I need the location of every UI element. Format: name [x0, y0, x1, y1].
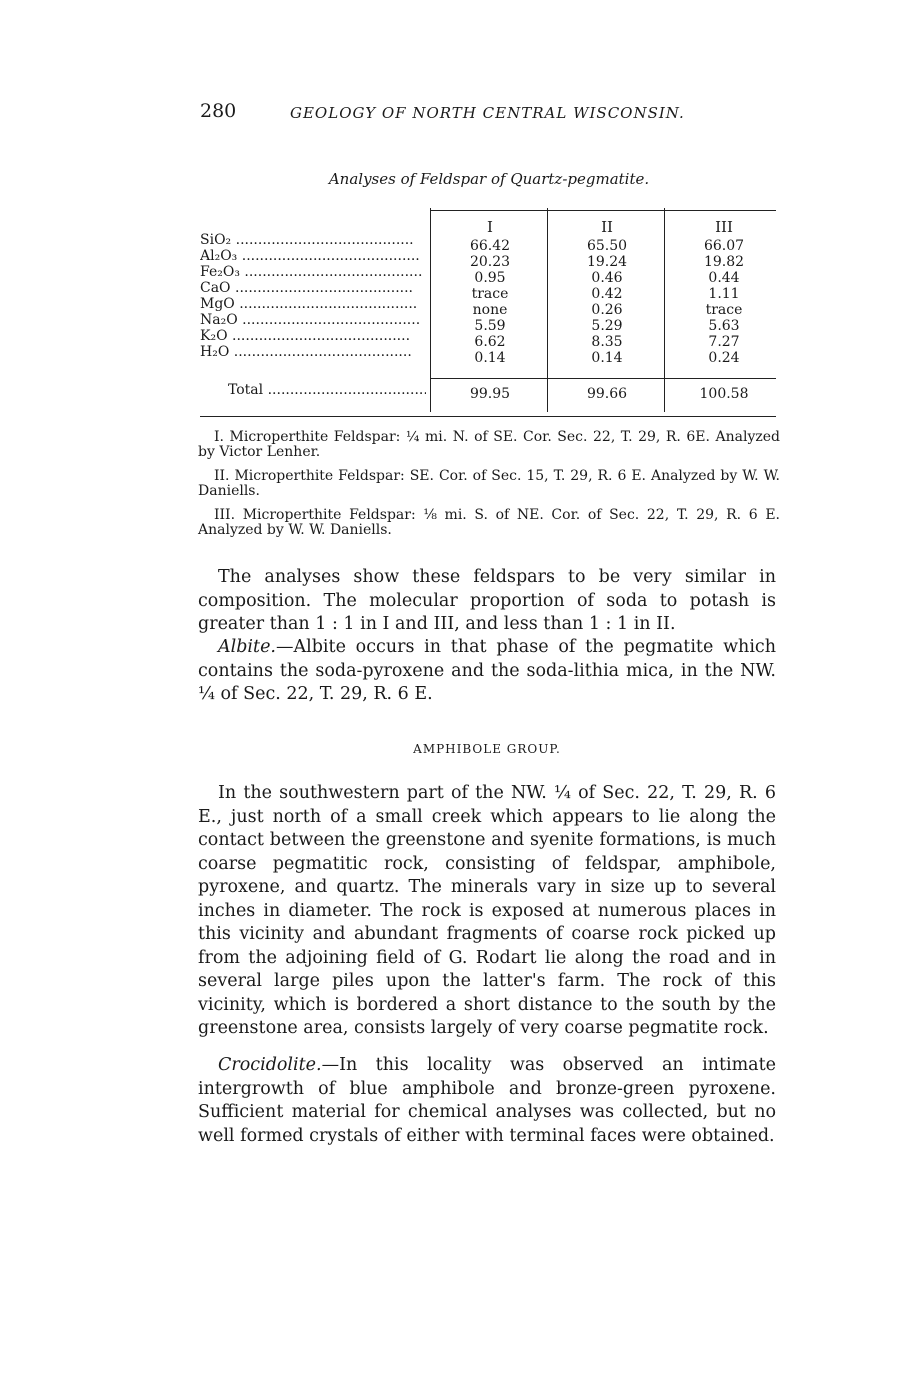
row-label-h2o: H₂O ..... — [200, 344, 426, 360]
page-number: 280 — [200, 100, 237, 122]
table-cell: 66.42 — [469, 238, 511, 254]
row-label-cao: CaO ..... — [200, 280, 426, 296]
paragraph-analyses: The analyses show these feldspars to be very similar in composition. The molecular proportion of soda to potash is greater than 1 : 1 in I and III, and less than 1 : 1 in II. — [198, 567, 776, 634]
table-cell: 5.63 — [708, 318, 740, 334]
table-cell: 7.27 — [708, 334, 740, 350]
table-top-rule — [430, 210, 776, 211]
row-label-mgo: MgO ..... — [200, 296, 426, 312]
total-rule — [430, 378, 776, 379]
table-cell: 0.14 — [591, 350, 623, 366]
crocidolite-term: Crocidolite. — [218, 1055, 322, 1075]
table-cell: 1.11 — [708, 286, 740, 302]
table-cell: 19.82 — [703, 254, 745, 270]
table-cell: 20.23 — [469, 254, 511, 270]
total-iii: 100.58 — [699, 386, 749, 402]
table-cell: 8.35 — [591, 334, 623, 350]
total-label: Total ..... — [228, 382, 426, 398]
page-header — [200, 100, 700, 130]
table-cell: 0.14 — [474, 350, 506, 366]
table-cell: 5.59 — [474, 318, 506, 334]
total-ii: 99.66 — [586, 386, 628, 402]
column-ii-values — [549, 238, 665, 366]
column-header-i: I — [487, 218, 493, 236]
table-cell: 0.95 — [474, 270, 506, 286]
running-title: GEOLOGY OF NORTH CENTRAL WISCONSIN. — [290, 104, 685, 122]
section-heading: AMPHIBOLE GROUP. — [413, 742, 561, 756]
column-i-values — [432, 238, 548, 366]
row-label-sio2: SiO₂ ..... — [200, 232, 426, 248]
row-label-na2o: Na₂O ..... — [200, 312, 426, 328]
paragraph-albite — [198, 636, 776, 707]
table-cell: 66.07 — [703, 238, 745, 254]
table-cell: 0.44 — [708, 270, 740, 286]
table-cell: 65.50 — [586, 238, 628, 254]
paragraph-crocidolite — [198, 1054, 776, 1148]
analysis-table — [198, 208, 778, 418]
table-caption: Analyses of Feldspar of Quartz-pegmatite. — [328, 170, 650, 188]
column-divider — [430, 208, 431, 412]
note-i: I. Microperthite Feldspar: ¼ mi. N. of SE. Cor. Sec. 22, T. 29, R. 6E. Analyzed by Victor Lenher. — [198, 429, 780, 460]
row-label-k2o: K₂O ..... — [200, 328, 426, 344]
table-cell: 6.62 — [474, 334, 506, 350]
column-iii-values — [666, 238, 782, 366]
table-bottom-rule — [200, 416, 776, 417]
table-cell: trace — [705, 302, 743, 318]
table-cell: none — [472, 302, 508, 318]
albite-text: —Albite occurs in that phase of the pegmatite which contains the soda-pyroxene and the soda-lithia mica, in the NW. ¼ of Sec. 22, T. 29, R. 6 E. — [198, 637, 776, 704]
total-i: 99.95 — [469, 386, 511, 402]
table-cell: 0.46 — [591, 270, 623, 286]
column-header-iii: III — [715, 218, 733, 236]
table-cell: 19.24 — [586, 254, 628, 270]
table-cell: 0.42 — [591, 286, 623, 302]
row-label-fe2o3: Fe₂O₃ ..... — [200, 264, 426, 280]
crocidolite-text: —In this locality was observed an intimate intergrowth of blue amphibole and bronze-green pyroxene. Sufficient material for chemical analyses was collected, but no well formed crystals of either with terminal faces were obtained. — [198, 1055, 776, 1146]
row-labels — [200, 232, 426, 360]
table-cell: trace — [471, 286, 509, 302]
table-cell: 0.26 — [591, 302, 623, 318]
table-cell: 0.24 — [708, 350, 740, 366]
note-iii: III. Microperthite Feldspar: ⅛ mi. S. of NE. Cor. of Sec. 22, T. 29, R. 6 E. Analyzed by W. W. Daniells. — [198, 507, 780, 538]
albite-term: Albite. — [218, 637, 276, 657]
note-ii: II. Microperthite Feldspar: SE. Cor. of Sec. 15, T. 29, R. 6 E. Analyzed by W. W. Daniells. — [198, 468, 780, 499]
table-cell: 5.29 — [591, 318, 623, 334]
paragraph-amphibole: In the southwestern part of the NW. ¼ of Sec. 22, T. 29, R. 6 E., just north of a small creek which appears to lie along the contact between the greenstone and syenite formations, is much coarse pegmatitic rock, consisting of feldspar, amphibole, pyroxene, and quartz. The minerals vary in size up to several inches in diameter. The rock is exposed at numerous places in this vicinity and abundant fragments of coarse rock picked up from the adjoining field of G. Rodart lie along the road and in several large piles upon the latter's farm. The rock of this vicinity, which is bordered a short distance to the south by the greenstone area, consists largely of very coarse pegmatite rock. — [198, 783, 776, 1038]
column-header-ii: II — [601, 218, 613, 236]
table-notes — [198, 430, 780, 547]
row-label-al2o3: Al₂O₃ ..... — [200, 248, 426, 264]
